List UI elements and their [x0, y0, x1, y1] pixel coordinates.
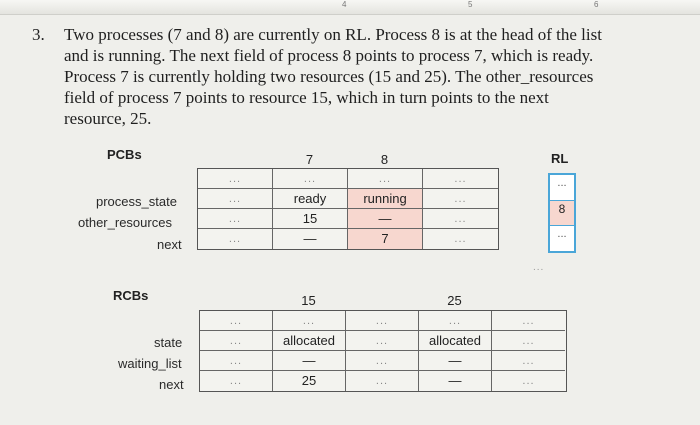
pcb-table: [197, 168, 499, 250]
problem-line: Two processes (7 and 8) are currently on RL. Process 8 is at the head of the list: [64, 25, 602, 44]
rcb-cell: —: [419, 371, 492, 391]
pcb-cell: 7: [348, 229, 423, 249]
rcb-table: [199, 310, 567, 392]
rcb-cell: ...: [492, 311, 565, 331]
pcb-column-header: 7: [305, 152, 314, 167]
pcb-row-label: process_state: [96, 194, 177, 209]
rcb-cell: ...: [346, 311, 419, 331]
ruler-tick: 6: [594, 0, 599, 9]
rl-slot: ...: [557, 228, 567, 241]
rcbs-label: RCBs: [113, 288, 149, 303]
pcb-cell: ...: [423, 209, 498, 229]
problem-number: 3.: [32, 25, 45, 44]
pcb-cell: —: [348, 209, 423, 229]
rcb-cell: ...: [346, 371, 419, 391]
ruler: [0, 0, 700, 15]
rcb-cell: ...: [200, 331, 273, 351]
pcb-column-header: 8: [380, 152, 389, 167]
rl-label: RL: [551, 151, 569, 166]
pcbs-label: PCBs: [107, 147, 142, 162]
rl-slot: ...: [550, 175, 574, 201]
problem-line: Process 7 is currently holding two resources (15 and 25). The other_resources: [64, 67, 594, 86]
rcb-row-label: waiting_list: [118, 356, 182, 371]
rcb-column-header: 25: [447, 293, 462, 308]
rcb-cell: ...: [492, 331, 565, 351]
rcb-cell: ...: [200, 351, 273, 371]
rcb-cell: ...: [346, 351, 419, 371]
ruler-tick: 5: [468, 0, 473, 9]
pcb-cell: ...: [423, 169, 498, 189]
pcb-row-label: next: [157, 237, 182, 252]
problem-line: resource, 25.: [64, 109, 152, 128]
rcb-cell: allocated: [419, 331, 492, 351]
pcb-cell: running: [348, 189, 423, 209]
pcb-cell: ...: [423, 189, 498, 209]
rcb-cell: ...: [200, 311, 273, 331]
problem-line: and is running. The next field of process 8 points to process 7, which is ready.: [64, 46, 594, 65]
rl-slot-head: 8: [550, 201, 574, 227]
rcb-row-label: state: [154, 335, 183, 350]
pcb-cell: ...: [198, 209, 273, 229]
pcb-cell: ...: [198, 169, 273, 189]
pcb-cell: ...: [198, 189, 273, 209]
rcb-column-header: 15: [301, 293, 316, 308]
pcb-cell: ready: [273, 189, 348, 209]
pcb-cell: —: [273, 229, 348, 249]
pcb-cell: ...: [454, 233, 467, 245]
pcb-cell: ...: [348, 169, 423, 189]
rcb-cell: ...: [200, 371, 273, 391]
problem-line: field of process 7 points to resource 15, which in turn points to the next: [64, 88, 549, 107]
rcb-cell: ...: [419, 311, 492, 331]
rcb-cell: ...: [492, 351, 565, 371]
rcb-cell: allocated: [273, 331, 346, 351]
rcb-cell: ...: [346, 331, 419, 351]
rcb-cell: —: [419, 351, 492, 371]
rcb-cell: 25: [273, 371, 346, 391]
rcb-cell: ...: [522, 375, 535, 387]
pcb-cell: ...: [198, 229, 273, 249]
stray-dots: ...: [533, 262, 545, 273]
pcb-row-label: other_resources: [78, 215, 172, 230]
rcb-row-label: next: [159, 377, 184, 392]
pcb-cell: 15: [273, 209, 348, 229]
ready-list: [548, 173, 576, 253]
rcb-cell: ...: [273, 311, 346, 331]
pcb-cell: ...: [273, 169, 348, 189]
rcb-cell: —: [273, 351, 346, 371]
ruler-tick: 4: [342, 0, 347, 9]
